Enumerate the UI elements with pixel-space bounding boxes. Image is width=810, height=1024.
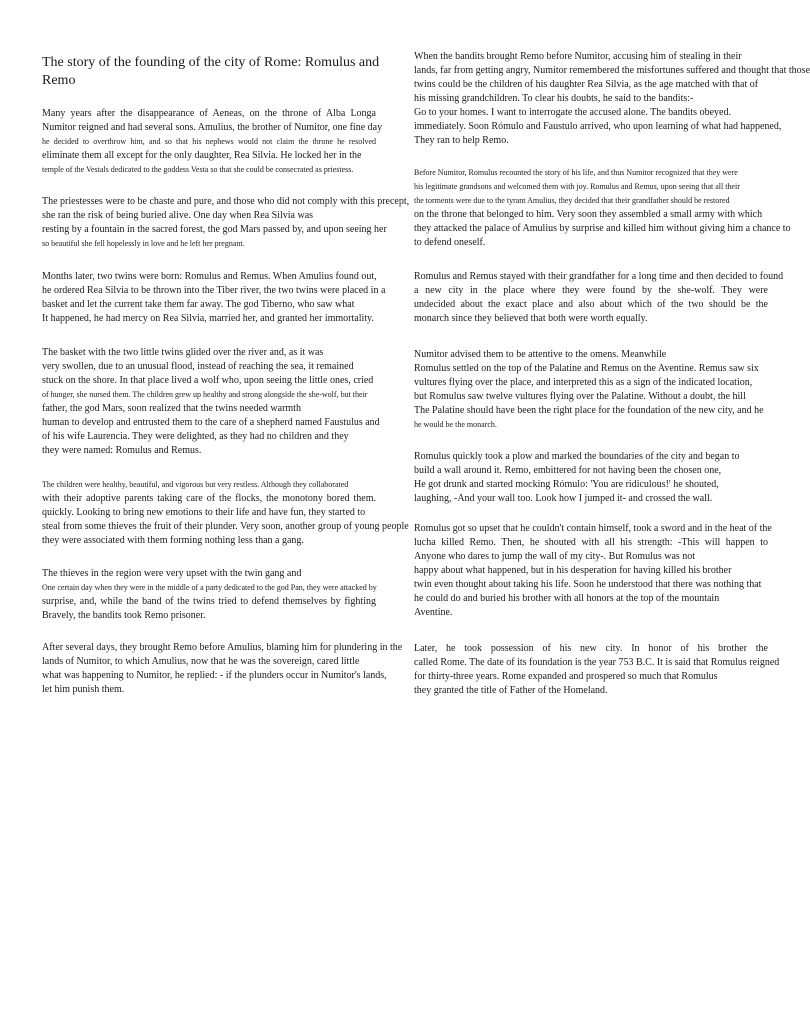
text-line: The Palatine should have been the right place for the foundation of the new city, and he — [414, 405, 764, 416]
text-line: they were associated with them forming nothing less than a gang. — [42, 535, 304, 546]
left-paragraph — [42, 270, 386, 326]
text-line: The thieves in the region were very upset with the twin gang and — [42, 568, 302, 579]
text-line: surprise, and, while the band of the twins tried to defend themselves by fighting — [42, 596, 376, 607]
text-line: let him punish them. — [42, 684, 125, 695]
text-line: Later, he took possession of his new city. In honor of his brother the — [414, 643, 768, 654]
text-line: Anyone who dares to jump the wall of my city-. But Romulus was not — [414, 551, 696, 562]
text-line: steal from some thieves the fruit of their plunder. Very soon, another group of young people — [42, 521, 409, 532]
text-line: Many years after the disappearance of Aeneas, on the throne of Alba Longa — [42, 108, 376, 119]
text-line: stuck on the shore. In that place lived a wolf who, upon seeing the little ones, cried — [42, 375, 374, 386]
text-line: so beautiful she fell hopelessly in love and he left her pregnant. — [42, 239, 245, 248]
text-line: with their adoptive parents taking care of the flocks, the monotony bored them. — [42, 493, 376, 504]
text-line: The priestesses were to be chaste and pure, and those who did not comply with this precept, — [42, 196, 410, 207]
text-line: for thirty-three years. Rome expanded and prospered so much that Romulus — [414, 671, 718, 682]
text-line: temple of the Vestals dedicated to the goddess Vesta so that she could be consecrated as priestess. — [42, 165, 354, 174]
text-line: lands, far from getting angry, Numitor remembered the misfortunes suffered and thought that those — [414, 65, 810, 76]
text-line: what was happening to Numitor, he replied: - if the plunders occur in Numitor's lands, — [42, 670, 387, 681]
text-line: After several days, they brought Remo before Amulius, blaming him for plundering in the — [42, 642, 403, 653]
text-line: monarch since they believed that both were worth equally. — [414, 313, 648, 324]
text-line: The basket with the two little twins glided over the river and, as it was — [42, 347, 324, 358]
text-line: he decided to overthrow him, and so that his nephews would not claim the throne he resolved — [42, 137, 376, 146]
text-line: Bravely, the bandits took Remo prisoner. — [42, 610, 206, 621]
text-line: Numitor reigned and had several sons. Amulius, the brother of Numitor, one fine day — [42, 122, 383, 133]
left-paragraph — [42, 567, 376, 623]
text-line: Go to your homes. I want to interrogate the accused alone. The bandits obeyed. — [414, 107, 731, 118]
text-line: One certain day when they were in the middle of a party dedicated to the god Pan, they were attacked by — [42, 583, 377, 592]
right-paragraph — [414, 642, 780, 698]
right-paragraph — [414, 50, 810, 148]
left-paragraph — [42, 641, 403, 697]
text-line: a new city in the place where they were found by the she-wolf. They were — [414, 285, 768, 296]
text-line: undecided about the exact place and also about which of the two should be the — [414, 299, 768, 310]
text-line: It happened, he had mercy on Rea Silvia, married her, and granted her immortality. — [42, 313, 374, 324]
text-line: laughing, -And your wall too. Look how I jumped it- and crossed the wall. — [414, 493, 713, 504]
right-paragraph — [414, 450, 768, 506]
text-line: they attacked the palace of Amulius by surprise and killed him without giving him a chance to — [414, 223, 791, 234]
text-line: of his wife Laurencia. They were delighted, as they had no children and they — [42, 431, 349, 442]
text-line: his missing grandchildren. To clear his doubts, he said to the bandits:- — [414, 93, 694, 104]
text-line: vultures flying over the place, and interpreted this as a sign of the indicated location, — [414, 377, 753, 388]
text-line: they were named: Romulus and Remus. — [42, 445, 202, 456]
text-line: of hunger, she nursed them. The children grew up healthy and strong alongside the she-wolf, but their — [42, 390, 368, 399]
text-line: Romulus quickly took a plow and marked the boundaries of the city and began to — [414, 451, 740, 462]
text-line: Numitor advised them to be attentive to the omens. Meanwhile — [414, 349, 667, 360]
text-line: Aventine. — [414, 607, 453, 618]
text-line: They ran to help Remo. — [414, 135, 509, 146]
text-line: father, the god Mars, soon realized that the twins needed warmth — [42, 403, 301, 414]
text-line: lucha killed Remo. Then, he shouted with all his strength: -This will happen to — [414, 537, 768, 548]
text-line: Romulus got so upset that he couldn't contain himself, took a sword and in the heat of the — [414, 523, 772, 534]
text-line: lands of Numitor, to which Amulius, now that he was the sovereign, cared little — [42, 656, 360, 667]
text-line: quickly. Looking to bring new emotions to their life and have fun, they started to — [42, 507, 366, 518]
text-line: he ordered Rea Silvia to be thrown into the Tiber river, the two twins were placed in a — [42, 285, 386, 296]
text-line: he could do and buried his brother with all honors at the top of the mountain — [414, 593, 720, 604]
right-paragraph — [414, 522, 772, 620]
text-line: Romulus and Remus stayed with their grandfather for a long time and then decided to found — [414, 271, 784, 282]
text-line: basket and let the current take them far away. The god Tiberno, who saw what — [42, 299, 355, 310]
text-line: very swollen, due to an unusual flood, instead of reaching the sea, it remained — [42, 361, 354, 372]
text-line: twin even thought about taking his life. Soon he understood that there was nothing that — [414, 579, 762, 590]
text-line: immediately. Soon Rómulo and Faustulo arrived, who upon learning of what had happened, — [414, 121, 782, 132]
text-line: he would be the monarch. — [414, 420, 497, 429]
text-line: his legitimate grandsons and welcomed them with joy. Romulus and Remus, upon seeing that all their — [414, 182, 740, 191]
text-line: but Romulus saw twelve vultures flying over the Palatine. Without a doubt, the hill — [414, 391, 746, 402]
text-line: twins could be the children of his daughter Rea Silvia, as the age matched with that of — [414, 79, 759, 90]
left-paragraph — [42, 195, 410, 251]
text-line: called Rome. The date of its foundation is the year 753 B.C. It is said that Romulus reigned — [414, 657, 780, 668]
right-paragraph — [414, 270, 784, 326]
text-line: the torments were due to the tyrant Amulius, they decided that their grandfather should be restored — [414, 196, 730, 205]
text-line: on the throne that belonged to him. Very soon they assembled a small army with which — [414, 209, 763, 220]
text-line: happy about what happened, but in his desperation for having killed his brother — [414, 565, 732, 576]
left-paragraph — [42, 107, 383, 177]
right-paragraph — [414, 166, 791, 250]
text-line: Before Numitor, Romulus recounted the story of his life, and thus Numitor recognized that they were — [414, 168, 738, 177]
text-line: they granted the title of Father of the Homeland. — [414, 685, 608, 696]
left-paragraph — [42, 478, 409, 548]
left-paragraph — [42, 346, 380, 458]
text-line: Months later, two twins were born: Romulus and Remus. When Amulius found out, — [42, 271, 377, 282]
right-paragraph — [414, 348, 768, 432]
text-line: to defend oneself. — [414, 237, 486, 248]
text-line: build a wall around it. Remo, embittered for not having been the chosen one, — [414, 465, 722, 476]
text-line: The children were healthy, beautiful, and vigorous but very restless. Although they collaborated — [42, 480, 349, 489]
text-line: Romulus settled on the top of the Palatine and Remus on the Aventine. Remus saw six — [414, 363, 759, 374]
text-line: human to develop and entrusted them to the care of a shepherd named Faustulus and — [42, 417, 380, 428]
text-line: resting by a fountain in the sacred forest, the god Mars passed by, and upon seeing her — [42, 224, 387, 235]
page-title: The story of the founding of the city of Rome: Romulus and Remo — [42, 55, 380, 88]
text-line: He got drunk and started mocking Rómulo: 'You are ridiculous!' he shouted, — [414, 479, 719, 490]
text-line: she ran the risk of being buried alive. One day when Rea Silvia was — [42, 210, 314, 221]
text-line: When the bandits brought Remo before Numitor, accusing him of stealing in their — [414, 51, 742, 62]
text-line: eliminate them all except for the only daughter, Rea Silvia. He locked her in the — [42, 150, 362, 161]
